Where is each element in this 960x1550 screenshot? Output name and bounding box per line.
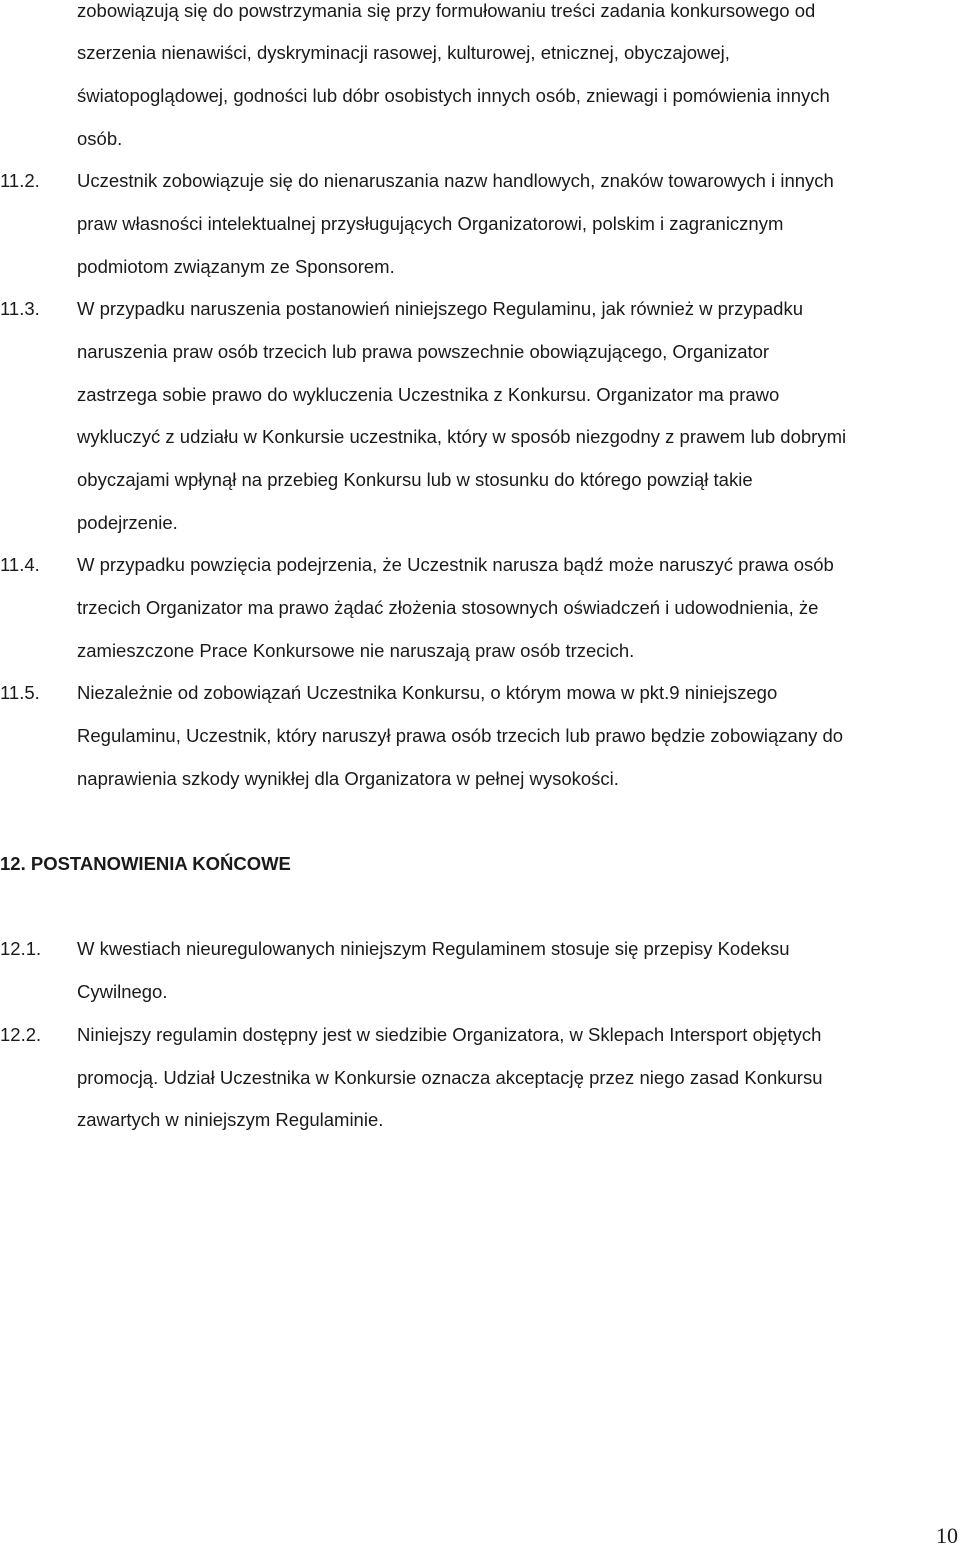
paragraph-number: 12.1. <box>0 938 42 959</box>
paragraph-number: 11.3. <box>0 298 40 319</box>
page-number: 10 <box>936 1523 958 1548</box>
paragraph-11-3-line: obyczajami wpłynął na przebieg Konkursu lub w stosunku do którego powziął takie <box>77 469 753 490</box>
paragraph-12-2-line: Niniejszy regulamin dostępny jest w siedzibie Organizatora, w Sklepach Intersport objętych <box>77 1024 822 1045</box>
paragraph-12-1-line: W kwestiach nieuregulowanych niniejszym Regulaminem stosuje się przepisy Kodeksu <box>77 938 790 959</box>
paragraph-11-3-line: W przypadku naruszenia postanowień niniejszego Regulaminu, jak również w przypadku <box>77 298 803 319</box>
paragraph-12-2-line: promocją. Udział Uczestnika w Konkursie oznacza akceptację przez niego zasad Konkursu <box>77 1067 823 1088</box>
paragraph-number: 11.5. <box>0 682 40 703</box>
section-heading: 12. POSTANOWIENIA KOŃCOWE <box>0 853 291 874</box>
paragraph-11-2-line: praw własności intelektualnej przysługujących Organizatorowi, polskim i zagranicznym <box>77 213 784 234</box>
paragraph-11-4-line: zamieszczone Prace Konkursowe nie naruszają praw osób trzecich. <box>77 640 635 661</box>
paragraph-11-5-line: Regulaminu, Uczestnik, który naruszył prawa osób trzecich lub prawo będzie zobowiązany do <box>77 725 844 746</box>
paragraph-11-3-line: zastrzega sobie prawo do wykluczenia Uczestnika z Konkursu. Organizator ma prawo <box>77 384 780 405</box>
paragraph-11-3-line: naruszenia praw osób trzecich lub prawa powszechnie obowiązującego, Organizator <box>77 341 770 362</box>
paragraph-11-1-line: zobowiązują się do powstrzymania się przy formułowaniu treści zadania konkursowego od <box>77 0 816 21</box>
paragraph-number: 12.2. <box>0 1024 42 1045</box>
paragraph-11-2-line: podmiotom związanym ze Sponsorem. <box>77 256 395 277</box>
paragraph-11-2-line: Uczestnik zobowiązuje się do nienaruszania nazw handlowych, znaków towarowych i innych <box>77 170 834 191</box>
paragraph-11-5-line: Niezależnie od zobowiązań Uczestnika Konkursu, o którym mowa w pkt.9 niniejszego <box>77 682 778 703</box>
paragraph-11-3-line: wykluczyć z udziału w Konkursie uczestnika, który w sposób niezgodny z prawem lub dobrymi <box>77 426 847 447</box>
paragraph-11-5-line: naprawienia szkody wynikłej dla Organizatora w pełnej wysokości. <box>77 768 619 789</box>
paragraph-11-1-line: szerzenia nienawiści, dyskryminacji rasowej, kulturowej, etnicznej, obyczajowej, <box>77 42 730 63</box>
paragraph-11-4-line: W przypadku powzięcia podejrzenia, że Uczestnik narusza bądź może naruszyć prawa osób <box>77 554 834 575</box>
paragraph-11-1-line: światopoglądowej, godności lub dóbr osobistych innych osób, zniewagi i pomówienia innych <box>77 85 830 106</box>
paragraph-11-1-line: osób. <box>77 128 123 149</box>
paragraph-11-3-line: podejrzenie. <box>77 512 178 533</box>
paragraph-11-4-line: trzecich Organizator ma prawo żądać złożenia stosownych oświadczeń i udowodnienia, że <box>77 597 819 618</box>
paragraph-number: 11.2. <box>0 170 40 191</box>
paragraph-12-1-line: Cywilnego. <box>77 981 168 1002</box>
paragraph-number: 11.4. <box>0 554 40 575</box>
paragraph-12-2-line: zawartych w niniejszym Regulaminie. <box>77 1109 384 1130</box>
